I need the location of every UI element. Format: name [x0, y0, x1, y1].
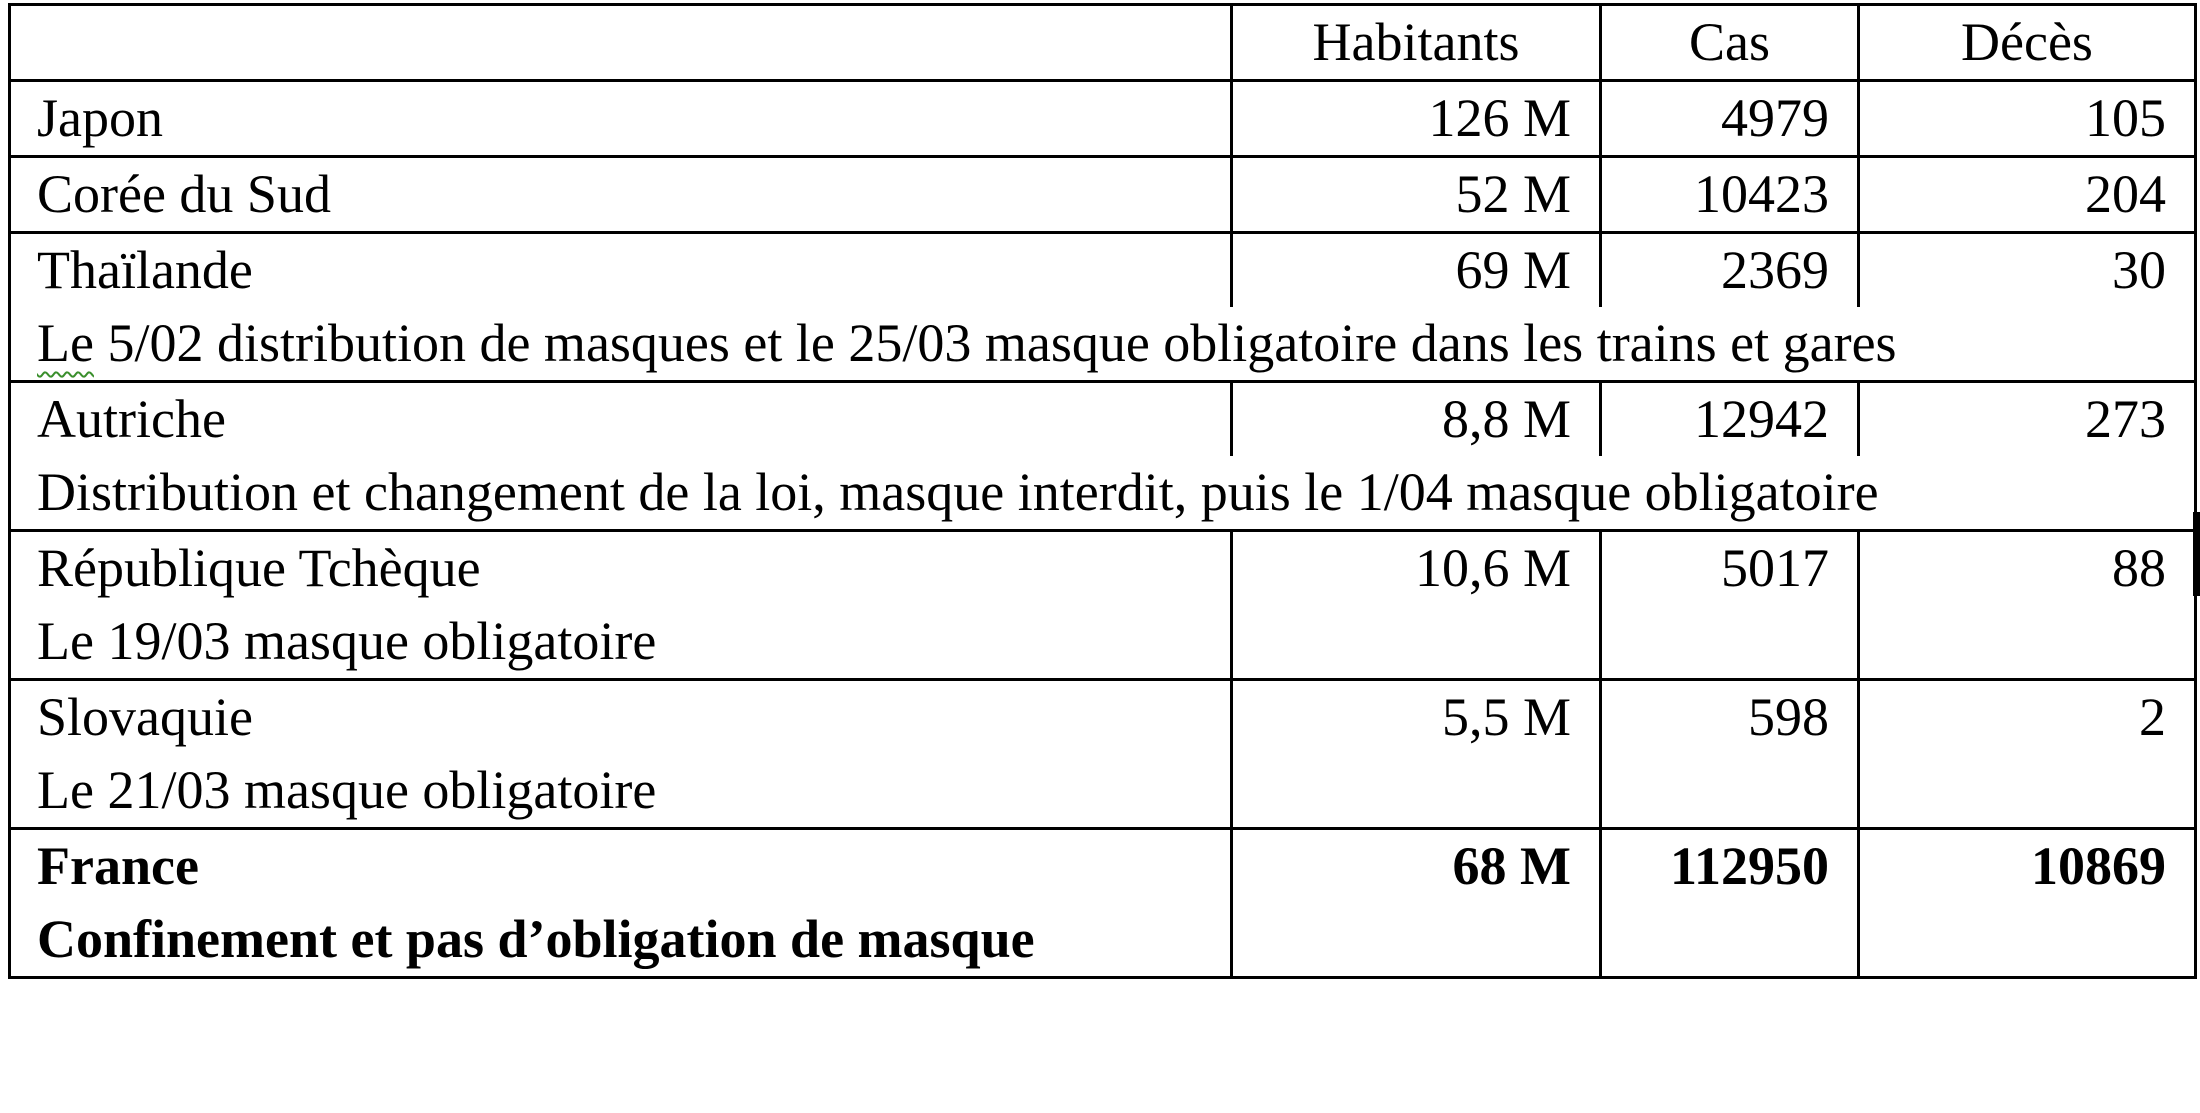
header-country	[10, 5, 1232, 81]
table-row	[10, 531, 2196, 680]
deces-cell: 88	[1859, 531, 2196, 680]
country-cell: Thaïlande	[10, 233, 1232, 308]
table-row	[10, 680, 2196, 829]
text-cursor-mark	[2193, 512, 2200, 596]
habitants-cell: 8,8 M	[1232, 382, 1601, 457]
deces-cell: 105	[1859, 81, 2196, 157]
habitants-cell: 5,5 M	[1232, 680, 1601, 829]
habitants-cell: 68 M	[1232, 829, 1601, 978]
header-deces: Décès	[1859, 5, 2196, 81]
country-name: République Tchèque	[37, 538, 481, 598]
country-cell	[10, 680, 1232, 829]
cas-cell: 598	[1601, 680, 1859, 829]
table-row	[10, 81, 2196, 157]
country-cell: Autriche	[10, 382, 1232, 457]
cas-cell: 12942	[1601, 382, 1859, 457]
country-note: Confinement et pas d’obligation de masque	[37, 909, 1035, 969]
habitants-cell: 52 M	[1232, 157, 1601, 233]
country-cell: Corée du Sud	[10, 157, 1232, 233]
habitants-cell: 69 M	[1232, 233, 1601, 308]
note-cell	[10, 307, 2196, 382]
deces-cell: 273	[1859, 382, 2196, 457]
cas-cell: 5017	[1601, 531, 1859, 680]
cas-cell: 2369	[1601, 233, 1859, 308]
deces-cell: 30	[1859, 233, 2196, 308]
cas-cell: 112950	[1601, 829, 1859, 978]
country-note: Le 19/03 masque obligatoire	[37, 611, 657, 671]
header-cas: Cas	[1601, 5, 1859, 81]
header-habitants: Habitants	[1232, 5, 1601, 81]
table-row	[10, 382, 2196, 457]
country-cell	[10, 531, 1232, 680]
note-text: Distribution et changement de la loi, masque interdit, puis le 1/04 masque obligatoire	[37, 462, 1879, 522]
note-cell	[10, 456, 2196, 531]
country-cell: Japon	[10, 81, 1232, 157]
table-row	[10, 233, 2196, 308]
spellcheck-word: Le	[37, 313, 94, 373]
country-name: France	[37, 836, 199, 896]
country-name: Slovaquie	[37, 687, 253, 747]
table-row	[10, 157, 2196, 233]
habitants-cell: 126 M	[1232, 81, 1601, 157]
deces-cell: 2	[1859, 680, 2196, 829]
deces-cell: 10869	[1859, 829, 2196, 978]
table-note-row	[10, 307, 2196, 382]
table-row	[10, 829, 2196, 978]
cas-cell: 10423	[1601, 157, 1859, 233]
country-note: Le 21/03 masque obligatoire	[37, 760, 657, 820]
country-cell	[10, 829, 1232, 978]
deces-cell: 204	[1859, 157, 2196, 233]
habitants-cell: 10,6 M	[1232, 531, 1601, 680]
table-note-row	[10, 456, 2196, 531]
covid-mask-table	[8, 3, 2197, 979]
note-text: 5/02 distribution de masques et le 25/03 masque obligatoire dans les trains et gares	[93, 313, 1897, 373]
header-row	[10, 5, 2196, 81]
cas-cell: 4979	[1601, 81, 1859, 157]
